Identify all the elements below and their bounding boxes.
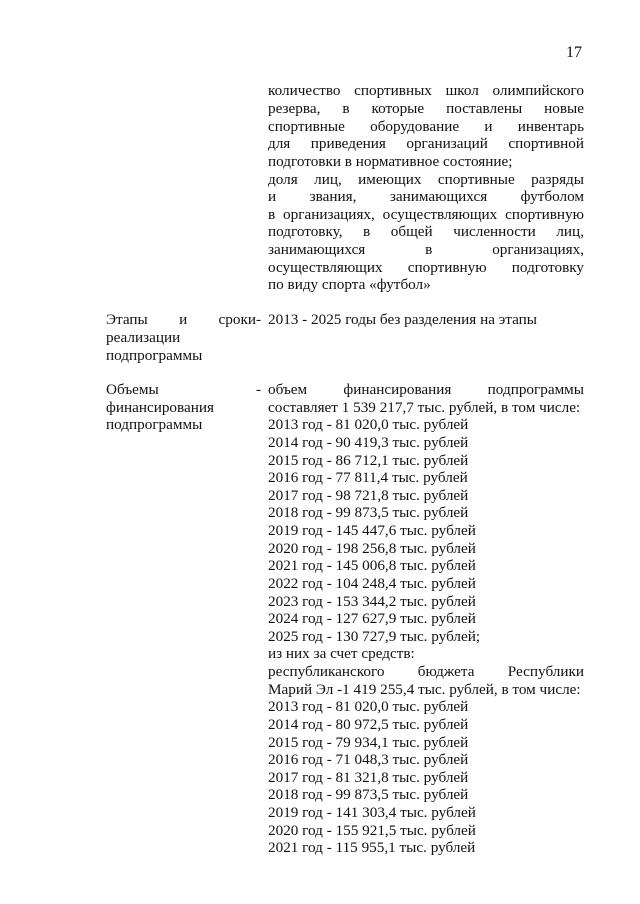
- funding-year-line: 2020 год - 198 256,8 тыс. рублей: [268, 540, 476, 557]
- funding-year-line: 2017 год - 81 321,8 тыс. рублей: [268, 769, 469, 786]
- funding-year-line: 2025 год - 130 727,9 тыс. рублей;: [268, 628, 481, 645]
- indicator-text-line: подготовки в нормативное состояние;: [268, 153, 513, 170]
- indicator-text-line: доля лиц, имеющих спортивные разряды: [268, 171, 584, 188]
- indicator-text-line: подготовку, в общей численности лиц,: [268, 223, 584, 240]
- funding-year-line: 2018 год - 99 873,5 тыс. рублей: [268, 786, 469, 803]
- indicator-text-line: в организациях, осуществляющих спортивную: [268, 206, 584, 223]
- stages-label: Этапы и сроки: [106, 311, 256, 328]
- funding-dash: -: [256, 381, 262, 398]
- funding-text-line: из них за счет средств:: [268, 645, 415, 662]
- indicator-text-line: по виду спорта «футбол»: [268, 276, 431, 293]
- page-number: 17: [566, 44, 582, 61]
- funding-year-line: 2014 год - 80 972,5 тыс. рублей: [268, 716, 469, 733]
- funding-year-line: 2020 год - 155 921,5 тыс. рублей: [268, 822, 476, 839]
- stages-dash: -: [256, 311, 262, 328]
- funding-year-line: 2013 год - 81 020,0 тыс. рублей: [268, 416, 469, 433]
- indicator-text-line: занимающихся в организациях,: [268, 241, 584, 258]
- funding-year-line: 2013 год - 81 020,0 тыс. рублей: [268, 698, 469, 715]
- funding-year-line: 2021 год - 115 955,1 тыс. рублей: [268, 839, 476, 856]
- funding-text-line: объем финансирования подпрограммы: [268, 381, 584, 398]
- funding-year-line: 2024 год - 127 627,9 тыс. рублей: [268, 610, 476, 627]
- indicator-text-line: и звания, занимающихся футболом: [268, 188, 584, 205]
- funding-text-line: составляет 1 539 217,7 тыс. рублей, в том числе:: [268, 399, 581, 416]
- indicator-text-line: спортивные оборудование и инвентарь: [268, 118, 584, 135]
- indicator-text-line: количество спортивных школ олимпийского: [268, 82, 584, 99]
- funding-year-line: 2019 год - 141 303,4 тыс. рублей: [268, 804, 476, 821]
- indicator-text-line: для приведения организаций спортивной: [268, 135, 584, 152]
- funding-label: финансирования: [106, 399, 214, 416]
- funding-year-line: 2018 год - 99 873,5 тыс. рублей: [268, 504, 469, 521]
- funding-label: подпрограммы: [106, 416, 203, 433]
- stages-value: 2013 - 2025 годы без разделения на этапы: [268, 311, 537, 328]
- funding-year-line: 2015 год - 79 934,1 тыс. рублей: [268, 734, 469, 751]
- funding-year-line: 2014 год - 90 419,3 тыс. рублей: [268, 434, 469, 451]
- funding-year-line: 2017 год - 98 721,8 тыс. рублей: [268, 487, 469, 504]
- funding-year-line: 2023 год - 153 344,2 тыс. рублей: [268, 593, 476, 610]
- funding-year-line: 2015 год - 86 712,1 тыс. рублей: [268, 452, 469, 469]
- funding-year-line: 2022 год - 104 248,4 тыс. рублей: [268, 575, 476, 592]
- stages-label: реализации: [106, 329, 181, 346]
- funding-year-line: 2019 год - 145 447,6 тыс. рублей: [268, 522, 476, 539]
- indicator-text-line: резерва, в которые поставлены новые: [268, 100, 584, 117]
- funding-text-line: республиканского бюджета Республики: [268, 663, 584, 680]
- funding-text-line: Марий Эл -1 419 255,4 тыс. рублей, в том числе:: [268, 681, 581, 698]
- funding-year-line: 2016 год - 71 048,3 тыс. рублей: [268, 751, 469, 768]
- indicator-text-line: осуществляющих спортивную подготовку: [268, 259, 584, 276]
- funding-year-line: 2021 год - 145 006,8 тыс. рублей: [268, 557, 476, 574]
- stages-label: подпрограммы: [106, 347, 203, 364]
- funding-year-line: 2016 год - 77 811,4 тыс. рублей: [268, 469, 468, 486]
- funding-label: Объемы: [106, 381, 159, 398]
